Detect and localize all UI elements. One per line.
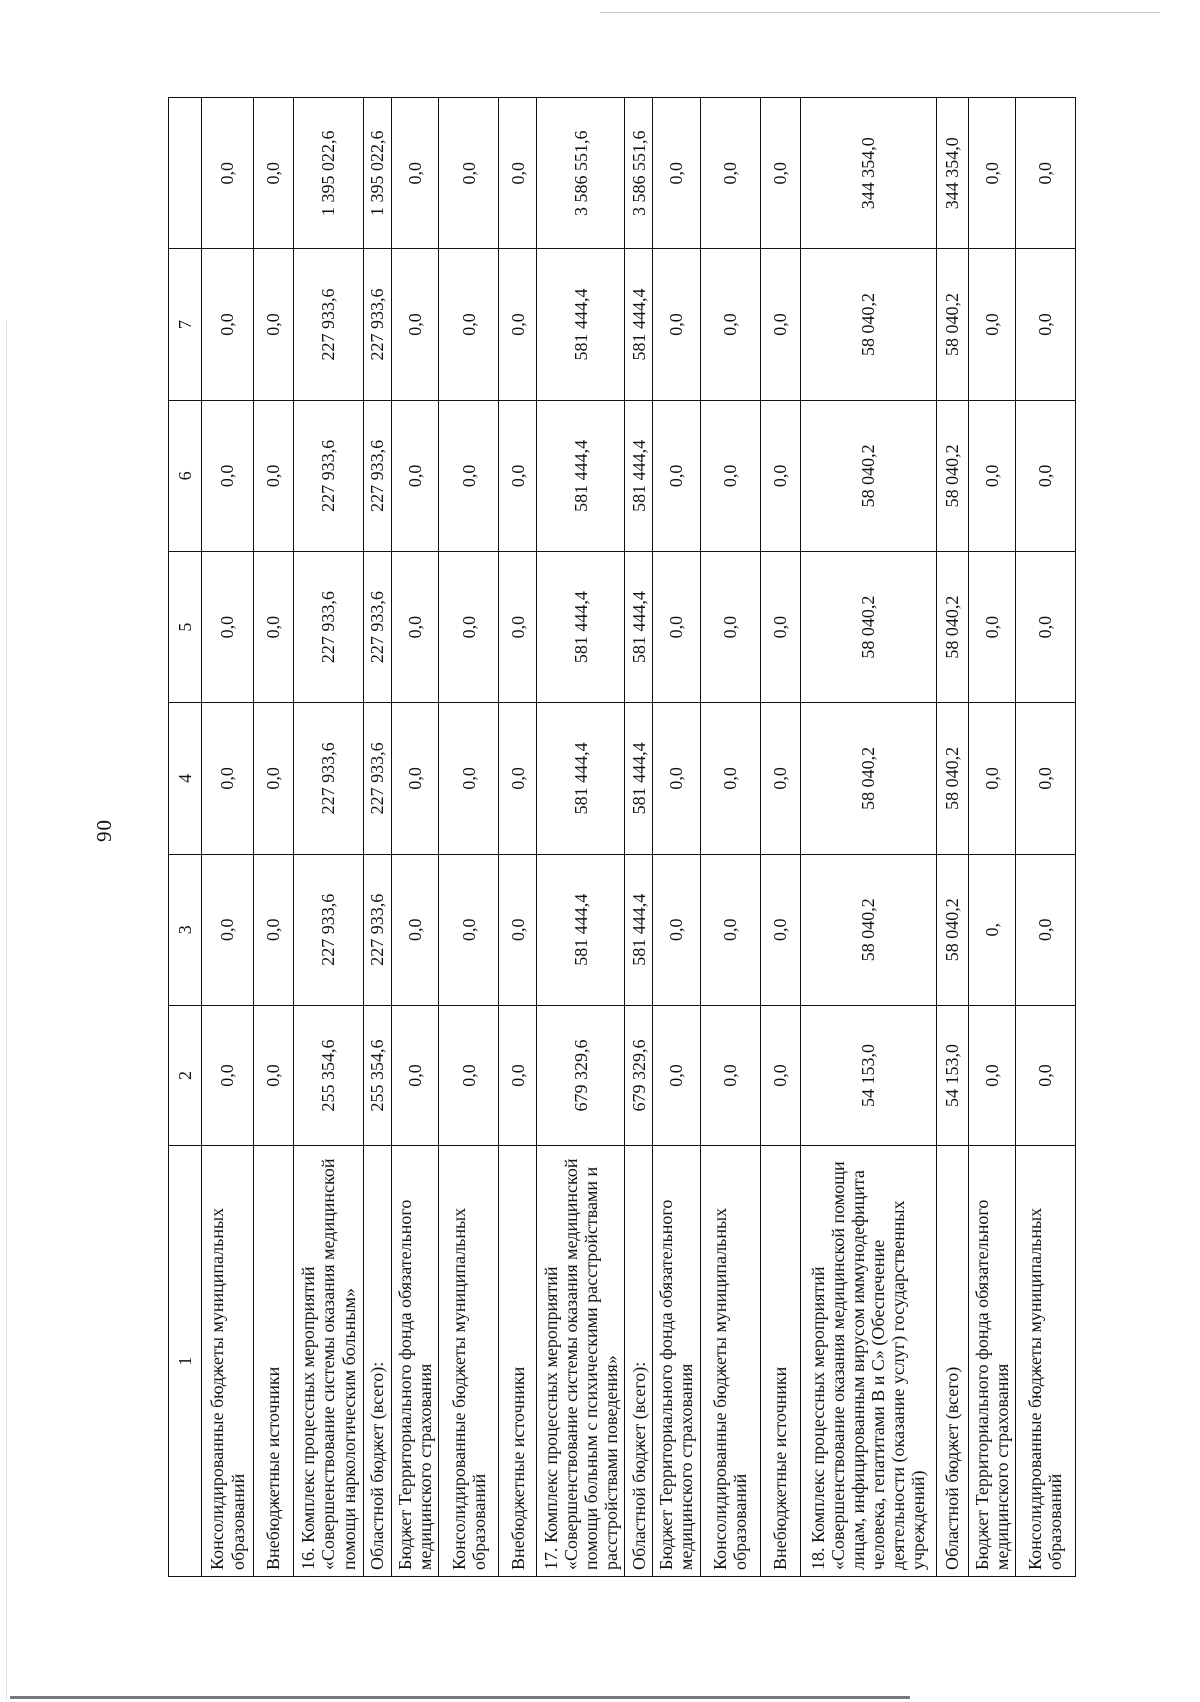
value-cell: 0,0 (202, 98, 254, 249)
value-cell: 0,0 (653, 551, 700, 702)
value-cell: 0,0 (1015, 854, 1075, 1005)
column-header: 4 (169, 703, 202, 854)
value-cell: 0,0 (760, 400, 800, 551)
column-header: 1 (169, 1146, 202, 1577)
row-label: Областной бюджет (всего): (364, 1146, 392, 1577)
value-cell: 581 444,4 (625, 400, 653, 551)
value-cell: 581 444,4 (537, 249, 625, 400)
value-cell: 0,0 (1015, 249, 1075, 400)
value-cell: 0,0 (499, 1005, 537, 1145)
value-cell: 0,0 (760, 98, 800, 249)
value-cell: 0,0 (760, 703, 800, 854)
table-row (1015, 98, 1075, 1577)
rotated-table-frame (168, 97, 1066, 1577)
value-cell: 58 040,2 (936, 400, 968, 551)
row-label: Бюджет Территориального фонда обязательного медицинского страхования (968, 1146, 1015, 1577)
row-label: 17. Комплекс процессных мероприятий «Совершенствование системы оказания медицинской помощи больным с психическими расстройствами и расстройствами поведения» (537, 1146, 625, 1577)
value-cell: 58 040,2 (800, 551, 936, 702)
value-cell: 0,0 (760, 551, 800, 702)
row-label: Внебюджетные источники (499, 1146, 537, 1577)
value-cell: 581 444,4 (537, 703, 625, 854)
value-cell: 0,0 (499, 703, 537, 854)
row-label: Консолидированные бюджеты муниципальных образований (1015, 1146, 1075, 1577)
scan-edge-top (600, 12, 1160, 13)
value-cell: 0,0 (439, 1005, 499, 1145)
value-cell: 1 395 022,6 (364, 98, 392, 249)
table-row (392, 98, 439, 1577)
value-cell: 0,0 (439, 249, 499, 400)
column-header: 2 (169, 1005, 202, 1145)
scan-edge-left (6, 320, 7, 1700)
value-cell: 0,0 (202, 551, 254, 702)
value-cell: 0,0 (760, 249, 800, 400)
value-cell: 581 444,4 (625, 551, 653, 702)
value-cell: 0,0 (439, 703, 499, 854)
table-row (294, 98, 364, 1577)
value-cell: 679 329,6 (625, 1005, 653, 1145)
value-cell: 0,0 (700, 703, 760, 854)
value-cell: 0,0 (439, 854, 499, 1005)
table-row (800, 98, 936, 1577)
value-cell: 0,0 (1015, 98, 1075, 249)
row-label: Бюджет Территориального фонда обязательного медицинского страхования (392, 1146, 439, 1577)
column-header: 6 (169, 400, 202, 551)
value-cell: 58 040,2 (936, 249, 968, 400)
value-cell: 0,0 (202, 249, 254, 400)
row-label: Областной бюджет (всего) (936, 1146, 968, 1577)
value-cell: 0,0 (700, 98, 760, 249)
value-cell: 0,0 (392, 249, 439, 400)
value-cell: 0,0 (254, 249, 294, 400)
page-number: 90 (92, 819, 116, 842)
value-cell: 0,0 (653, 98, 700, 249)
column-header: 5 (169, 551, 202, 702)
table-row (936, 98, 968, 1577)
value-cell: 0,0 (202, 400, 254, 551)
value-cell: 581 444,4 (625, 854, 653, 1005)
value-cell: 0,0 (968, 98, 1015, 249)
table-row (760, 98, 800, 1577)
value-cell: 0,0 (254, 551, 294, 702)
value-cell: 0,0 (700, 854, 760, 1005)
value-cell: 581 444,4 (625, 249, 653, 400)
value-cell: 0,0 (1015, 400, 1075, 551)
value-cell: 227 933,6 (294, 703, 364, 854)
value-cell: 0,0 (653, 854, 700, 1005)
value-cell: 58 040,2 (800, 249, 936, 400)
value-cell: 1 395 022,6 (294, 98, 364, 249)
table-row (364, 98, 392, 1577)
value-cell: 58 040,2 (936, 854, 968, 1005)
value-cell: 58 040,2 (800, 703, 936, 854)
value-cell: 0,0 (653, 1005, 700, 1145)
value-cell: 227 933,6 (364, 854, 392, 1005)
value-cell: 0,0 (760, 854, 800, 1005)
value-cell: 54 153,0 (800, 1005, 936, 1145)
value-cell: 581 444,4 (537, 400, 625, 551)
row-label: Консолидированные бюджеты муниципальных образований (439, 1146, 499, 1577)
value-cell: 0,0 (968, 551, 1015, 702)
table-row (439, 98, 499, 1577)
table-row (968, 98, 1015, 1577)
value-cell: 581 444,4 (625, 703, 653, 854)
value-cell: 0,0 (202, 854, 254, 1005)
value-cell: 0,0 (392, 400, 439, 551)
scan-edge-bottom (10, 1696, 910, 1699)
value-cell: 227 933,6 (364, 249, 392, 400)
value-cell: 0,0 (392, 551, 439, 702)
value-cell: 344 354,0 (936, 98, 968, 249)
value-cell: 581 444,4 (537, 551, 625, 702)
table-body (202, 98, 1076, 1577)
value-cell: 0,0 (392, 703, 439, 854)
value-cell: 227 933,6 (294, 854, 364, 1005)
value-cell: 344 354,0 (800, 98, 936, 249)
row-label: Консолидированные бюджеты муниципальных образований (700, 1146, 760, 1577)
value-cell: 255 354,6 (364, 1005, 392, 1145)
row-label: Консолидированные бюджеты муниципальных образований (202, 1146, 254, 1577)
value-cell: 0,0 (392, 1005, 439, 1145)
table-row (254, 98, 294, 1577)
value-cell: 0,0 (653, 400, 700, 551)
value-cell: 0,0 (254, 400, 294, 551)
value-cell: 0,0 (202, 703, 254, 854)
value-cell: 0,0 (700, 1005, 760, 1145)
row-label: 16. Комплекс процессных мероприятий «Совершенствование системы оказания медицинской помощи наркологическим больным» (294, 1146, 364, 1577)
table-row (700, 98, 760, 1577)
value-cell: 58 040,2 (800, 854, 936, 1005)
value-cell: 0, (968, 854, 1015, 1005)
row-label: Внебюджетные источники (760, 1146, 800, 1577)
value-cell: 0,0 (1015, 551, 1075, 702)
value-cell: 0,0 (499, 98, 537, 249)
value-cell: 0,0 (700, 249, 760, 400)
value-cell: 0,0 (968, 1005, 1015, 1145)
value-cell: 227 933,6 (294, 249, 364, 400)
value-cell: 0,0 (653, 249, 700, 400)
table-row (653, 98, 700, 1577)
value-cell: 581 444,4 (537, 854, 625, 1005)
value-cell: 0,0 (439, 98, 499, 249)
value-cell: 0,0 (760, 1005, 800, 1145)
value-cell: 0,0 (202, 1005, 254, 1145)
value-cell: 58 040,2 (800, 400, 936, 551)
table-header-row (169, 98, 202, 1577)
value-cell: 0,0 (499, 249, 537, 400)
value-cell: 0,0 (254, 98, 294, 249)
row-label: Бюджет Территориального фонда обязательного медицинского страхования (653, 1146, 700, 1577)
row-label: Областной бюджет (всего): (625, 1146, 653, 1577)
table-row (537, 98, 625, 1577)
table-row (625, 98, 653, 1577)
value-cell: 0,0 (439, 400, 499, 551)
value-cell: 0,0 (254, 1005, 294, 1145)
value-cell: 0,0 (499, 854, 537, 1005)
value-cell: 0,0 (439, 551, 499, 702)
column-header (169, 98, 202, 249)
value-cell: 227 933,6 (294, 400, 364, 551)
value-cell: 0,0 (968, 703, 1015, 854)
value-cell: 54 153,0 (936, 1005, 968, 1145)
value-cell: 58 040,2 (936, 551, 968, 702)
value-cell: 227 933,6 (364, 551, 392, 702)
value-cell: 0,0 (700, 400, 760, 551)
value-cell: 3 586 551,6 (625, 98, 653, 249)
value-cell: 227 933,6 (364, 400, 392, 551)
row-label: 18. Комплекс процессных мероприятий «Совершенствование оказания медицинской помощи лицам, инфицированным вирусом иммунодефицита человека, гепатитами В и С» (Обеспечение деятельности (оказание услуг) государственных учреждений) (800, 1146, 936, 1577)
table-row (499, 98, 537, 1577)
value-cell: 0,0 (392, 98, 439, 249)
value-cell: 679 329,6 (537, 1005, 625, 1145)
value-cell: 0,0 (254, 703, 294, 854)
column-header: 3 (169, 854, 202, 1005)
value-cell: 0,0 (968, 400, 1015, 551)
value-cell: 3 586 551,6 (537, 98, 625, 249)
value-cell: 0,0 (499, 551, 537, 702)
row-label: Внебюджетные источники (254, 1146, 294, 1577)
value-cell: 0,0 (968, 249, 1015, 400)
table-row (202, 98, 254, 1577)
value-cell: 0,0 (1015, 1005, 1075, 1145)
value-cell: 58 040,2 (936, 703, 968, 854)
value-cell: 0,0 (700, 551, 760, 702)
value-cell: 0,0 (392, 854, 439, 1005)
value-cell: 227 933,6 (364, 703, 392, 854)
value-cell: 255 354,6 (294, 1005, 364, 1145)
value-cell: 0,0 (653, 703, 700, 854)
budget-table (168, 97, 1076, 1577)
value-cell: 0,0 (1015, 703, 1075, 854)
column-header: 7 (169, 249, 202, 400)
value-cell: 0,0 (254, 854, 294, 1005)
value-cell: 227 933,6 (294, 551, 364, 702)
value-cell: 0,0 (499, 400, 537, 551)
